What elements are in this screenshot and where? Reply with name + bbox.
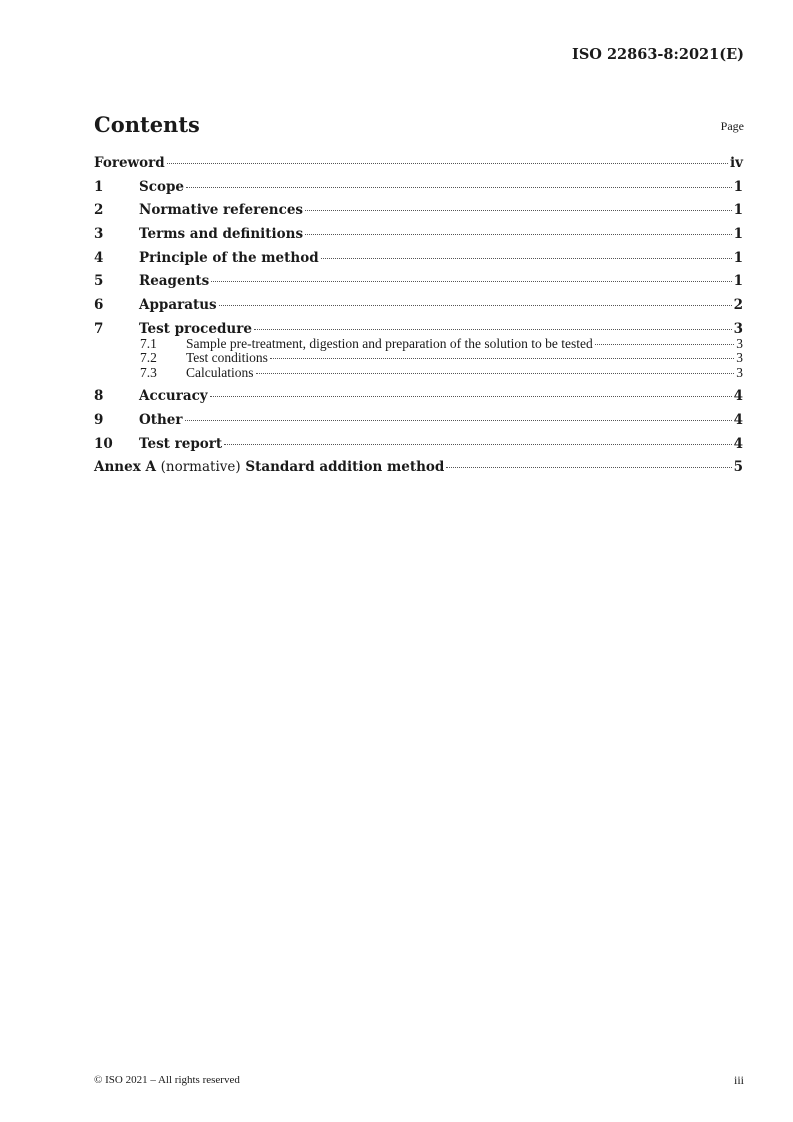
toc-page: 3 bbox=[736, 364, 743, 380]
toc-page: 1 bbox=[733, 178, 743, 195]
toc-entry-test-procedure[interactable] bbox=[94, 321, 743, 337]
toc-page: 1 bbox=[733, 273, 743, 290]
toc-number: 5 bbox=[94, 273, 104, 290]
toc-number: 6 bbox=[94, 297, 104, 314]
toc-label: Terms and definitions bbox=[139, 226, 304, 243]
toc-leader bbox=[211, 281, 731, 282]
toc-leader bbox=[210, 396, 732, 397]
toc-entry-principle-of-the-method[interactable] bbox=[94, 250, 743, 274]
toc-page: 3 bbox=[733, 320, 743, 337]
toc-entry-scope[interactable] bbox=[94, 179, 743, 203]
toc-leader bbox=[256, 373, 735, 374]
annex-prefix: Annex A bbox=[94, 459, 156, 476]
toc-leader bbox=[446, 467, 731, 468]
toc-entry-normative-references[interactable] bbox=[94, 202, 743, 226]
toc-label: Foreword bbox=[94, 155, 165, 171]
toc-label: Test report bbox=[139, 435, 223, 452]
toc-label: Reagents bbox=[139, 273, 210, 290]
toc-page: 5 bbox=[733, 459, 743, 476]
toc-leader bbox=[321, 258, 732, 259]
toc-page: 1 bbox=[733, 226, 743, 243]
annex-title: Standard addition method bbox=[245, 459, 445, 476]
toc-page: 4 bbox=[733, 412, 743, 428]
page-column-label: Page bbox=[720, 119, 744, 133]
toc-number: 10 bbox=[94, 435, 113, 452]
toc-entry-foreword[interactable] bbox=[94, 155, 743, 179]
toc-leader bbox=[305, 210, 732, 211]
table-of-contents bbox=[94, 155, 743, 483]
toc-page: 1 bbox=[733, 202, 743, 219]
toc-page: 3 bbox=[736, 335, 743, 351]
toc-leader bbox=[224, 444, 731, 445]
toc-number: 7 bbox=[94, 320, 104, 337]
toc-number: 2 bbox=[94, 202, 104, 219]
toc-page: 4 bbox=[733, 435, 743, 452]
toc-subentry-test-conditions[interactable] bbox=[94, 351, 743, 366]
toc-leader bbox=[185, 420, 732, 421]
toc-label: Other bbox=[139, 412, 183, 428]
toc-label: Normative references bbox=[139, 202, 304, 219]
toc-number: 3 bbox=[94, 226, 104, 243]
page-number: iii bbox=[733, 1073, 744, 1087]
toc-label: Apparatus bbox=[139, 297, 217, 314]
toc-page: 2 bbox=[733, 297, 743, 314]
toc-number: 7.1 bbox=[140, 335, 157, 351]
toc-number: 9 bbox=[94, 412, 104, 428]
toc-label: Sample pre-treatment, digestion and preparation of the solution to be tested bbox=[186, 335, 593, 351]
toc-entry-apparatus[interactable] bbox=[94, 297, 743, 321]
toc-page: 1 bbox=[733, 249, 743, 266]
toc-number: 7.2 bbox=[140, 350, 157, 366]
toc-subentry-calculations[interactable] bbox=[94, 366, 743, 381]
toc-label: Test procedure bbox=[139, 320, 252, 337]
document-id: ISO 22863-8:2021(E) bbox=[572, 46, 744, 63]
toc-number: 8 bbox=[94, 388, 104, 405]
copyright-notice: © ISO 2021 – All rights reserved bbox=[94, 1074, 240, 1086]
toc-label: Scope bbox=[139, 178, 185, 195]
toc-subentry-sample-pretreatment[interactable] bbox=[94, 337, 743, 352]
toc-label: Calculations bbox=[186, 364, 254, 380]
contents-title: Contents bbox=[94, 112, 200, 137]
toc-page: 3 bbox=[736, 350, 743, 366]
toc-leader bbox=[186, 187, 732, 188]
annex-qualifier: (normative) bbox=[160, 459, 241, 476]
toc-number: 1 bbox=[94, 178, 104, 195]
toc-label: Test conditions bbox=[186, 350, 268, 366]
toc-leader bbox=[595, 344, 734, 345]
toc-entry-test-report[interactable] bbox=[94, 436, 743, 460]
toc-entry-annex-a[interactable] bbox=[94, 459, 743, 483]
toc-leader bbox=[219, 305, 732, 306]
toc-entry-reagents[interactable] bbox=[94, 273, 743, 297]
toc-number: 4 bbox=[94, 249, 104, 266]
toc-number: 7.3 bbox=[140, 364, 157, 380]
toc-entry-other[interactable] bbox=[94, 412, 743, 436]
toc-page: iv bbox=[730, 155, 743, 171]
toc-label: Principle of the method bbox=[139, 249, 319, 266]
toc-leader bbox=[270, 358, 734, 359]
toc-page: 4 bbox=[733, 388, 743, 405]
toc-entry-accuracy[interactable] bbox=[94, 388, 743, 412]
toc-label bbox=[94, 459, 444, 475]
toc-leader bbox=[167, 163, 728, 164]
toc-leader bbox=[254, 329, 732, 330]
toc-leader bbox=[305, 234, 732, 235]
toc-label: Accuracy bbox=[139, 388, 208, 405]
toc-entry-terms-and-definitions[interactable] bbox=[94, 226, 743, 250]
